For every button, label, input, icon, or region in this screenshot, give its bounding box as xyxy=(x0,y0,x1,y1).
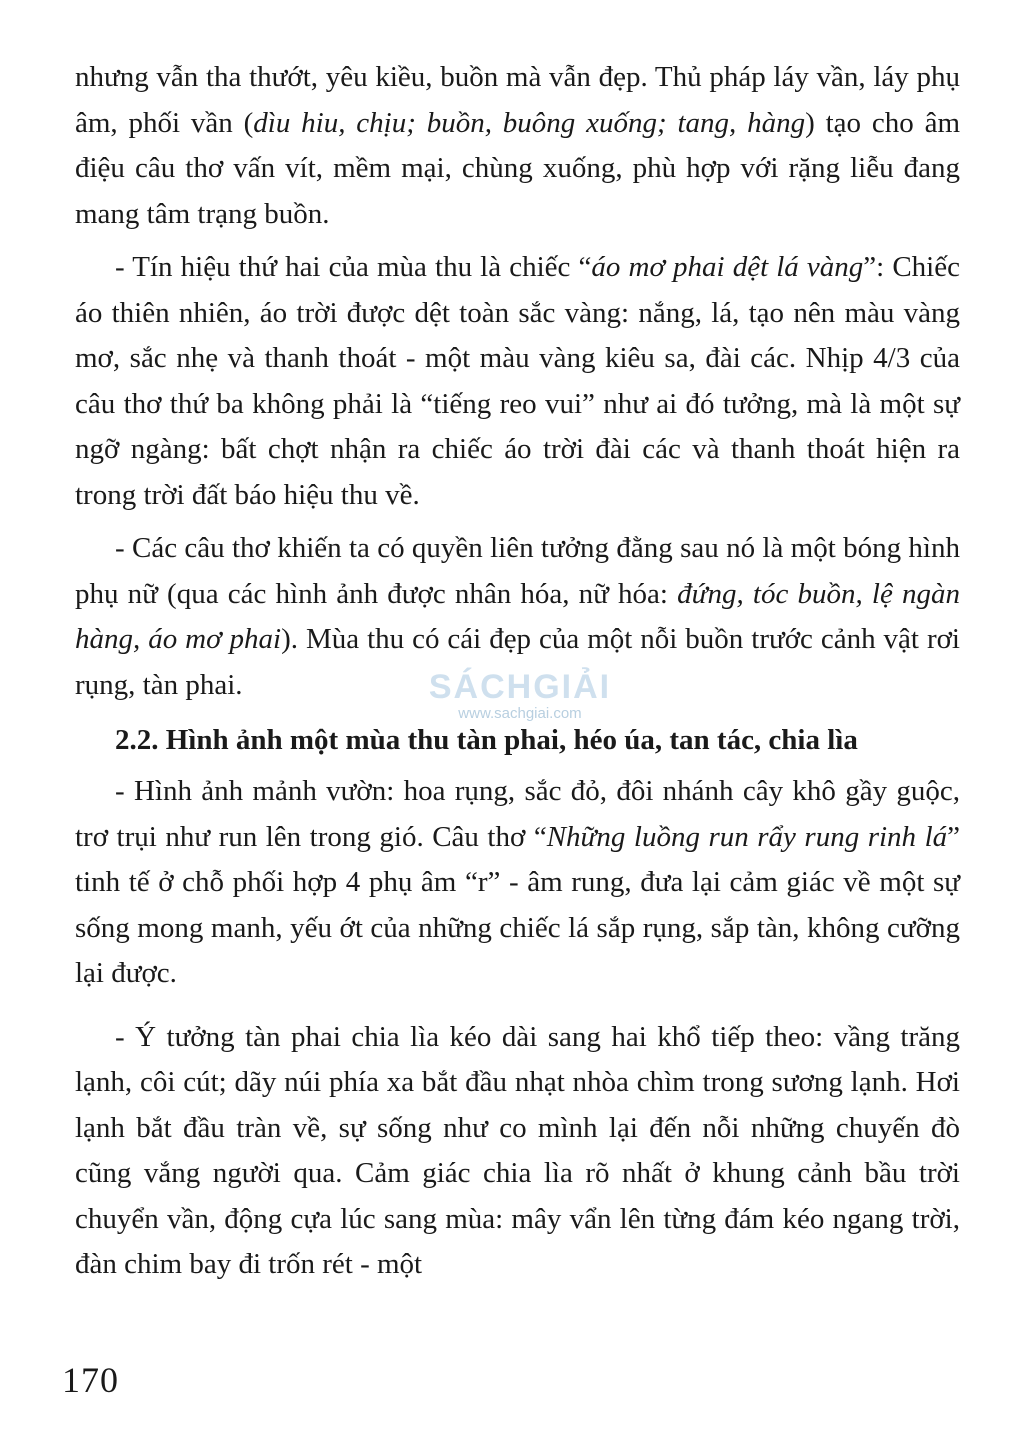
paragraph-1-text-c: ) tạo cho âm điệu câu thơ vấn vít, mềm mại, chùng xuống, phù hợp với rặng liễu đang mang tâm trạng buồn. xyxy=(75,106,961,230)
paragraph-4-text-c: ” tinh tế ở chỗ phối hợp 4 phụ âm “r” - âm rung, đưa lại cảm giác về một sự sống mong manh, yếu ớt của những chiếc lá sắp rụng, sắp tàn, không cưỡng lại được. xyxy=(75,820,960,989)
paragraph-4 xyxy=(75,769,960,997)
paragraph-2 xyxy=(75,245,960,518)
paragraph-3 xyxy=(75,526,960,708)
paragraph-3-text-a: - Các câu thơ khiến ta có quyền liên tưởng đằng sau nó là một bóng hình phụ nữ (qua các hình ảnh được nhân hóa, nữ hóa: xyxy=(75,532,960,610)
paragraph-1-italic: dìu hiu, chịu; buồn, buông xuống; tang, hàng xyxy=(253,106,806,139)
paragraph-1 xyxy=(75,55,960,237)
page-content xyxy=(75,55,960,1288)
paragraph-2-italic: áo mơ phai dệt lá vàng xyxy=(591,251,864,283)
paragraph-3-italic: đứng, tóc buồn, lệ ngàn hàng, áo mơ phai xyxy=(75,577,960,655)
page-number: 170 xyxy=(62,1360,119,1400)
paragraph-1-text-a: nhưng vẫn tha thướt, yêu kiều, buồn mà vẫn đẹp. Thủ pháp láy vần, láy phụ âm, phối vần ( xyxy=(75,61,960,139)
paragraph-4-text-a: - Hình ảnh mảnh vườn: hoa rụng, sắc đỏ, đôi nhánh cây khô gầy guộc, trơ trụi như run lên trong gió. Câu thơ “ xyxy=(75,775,960,853)
paragraph-5: - Ý tưởng tàn phai chia lìa kéo dài sang hai khổ tiếp theo: vầng trăng lạnh, côi cút; dãy núi phía xa bắt đầu nhạt nhòa chìm trong sương lạnh. Hơi lạnh bắt đầu tràn về, sự sống như co mình lại đến nỗi những chuyến đò cũng vắng người qua. Cảm giác chia lìa rõ nhất ở khung cảnh bầu trời chuyển vần, động cựa lúc sang mùa: mây vẩn lên từng đám kéo ngang trời, đàn chim bay đi trốn rét - một xyxy=(75,1020,960,1280)
paragraph-3-text-c: ). Mùa thu có cái đẹp của một nỗi buồn trước cảnh vật rơi rụng, tàn phai. xyxy=(75,623,960,701)
paragraph-2-text-c: ”: Chiếc áo thiên nhiên, áo trời được dệt toàn sắc vàng: nắng, lá, tạo nên màu vàng mơ, sắc nhẹ và thanh thoát - một màu vàng kiêu sa, đài các. Nhịp 4/3 của câu thơ thứ ba không phải là “tiếng reo vui” như ai đó tưởng, mà là một sự ngỡ ngàng: bất chợt nhận ra chiếc áo trời đài các và thanh thoát hiện ra trong trời đất báo hiệu thu về. xyxy=(75,251,960,511)
watermark-url: www.sachgiai.com xyxy=(458,705,582,722)
section-heading: 2.2. Hình ảnh một mùa thu tàn phai, héo úa, tan tác, chia lìa xyxy=(115,724,858,756)
paragraph-2-text-a: - Tín hiệu thứ hai của mùa thu là chiếc “ xyxy=(115,251,592,283)
watermark-logo-text: SÁCHGIẢI xyxy=(428,668,612,706)
paragraph-4-italic: Những luồng run rẩy rung rinh lá xyxy=(546,820,948,853)
